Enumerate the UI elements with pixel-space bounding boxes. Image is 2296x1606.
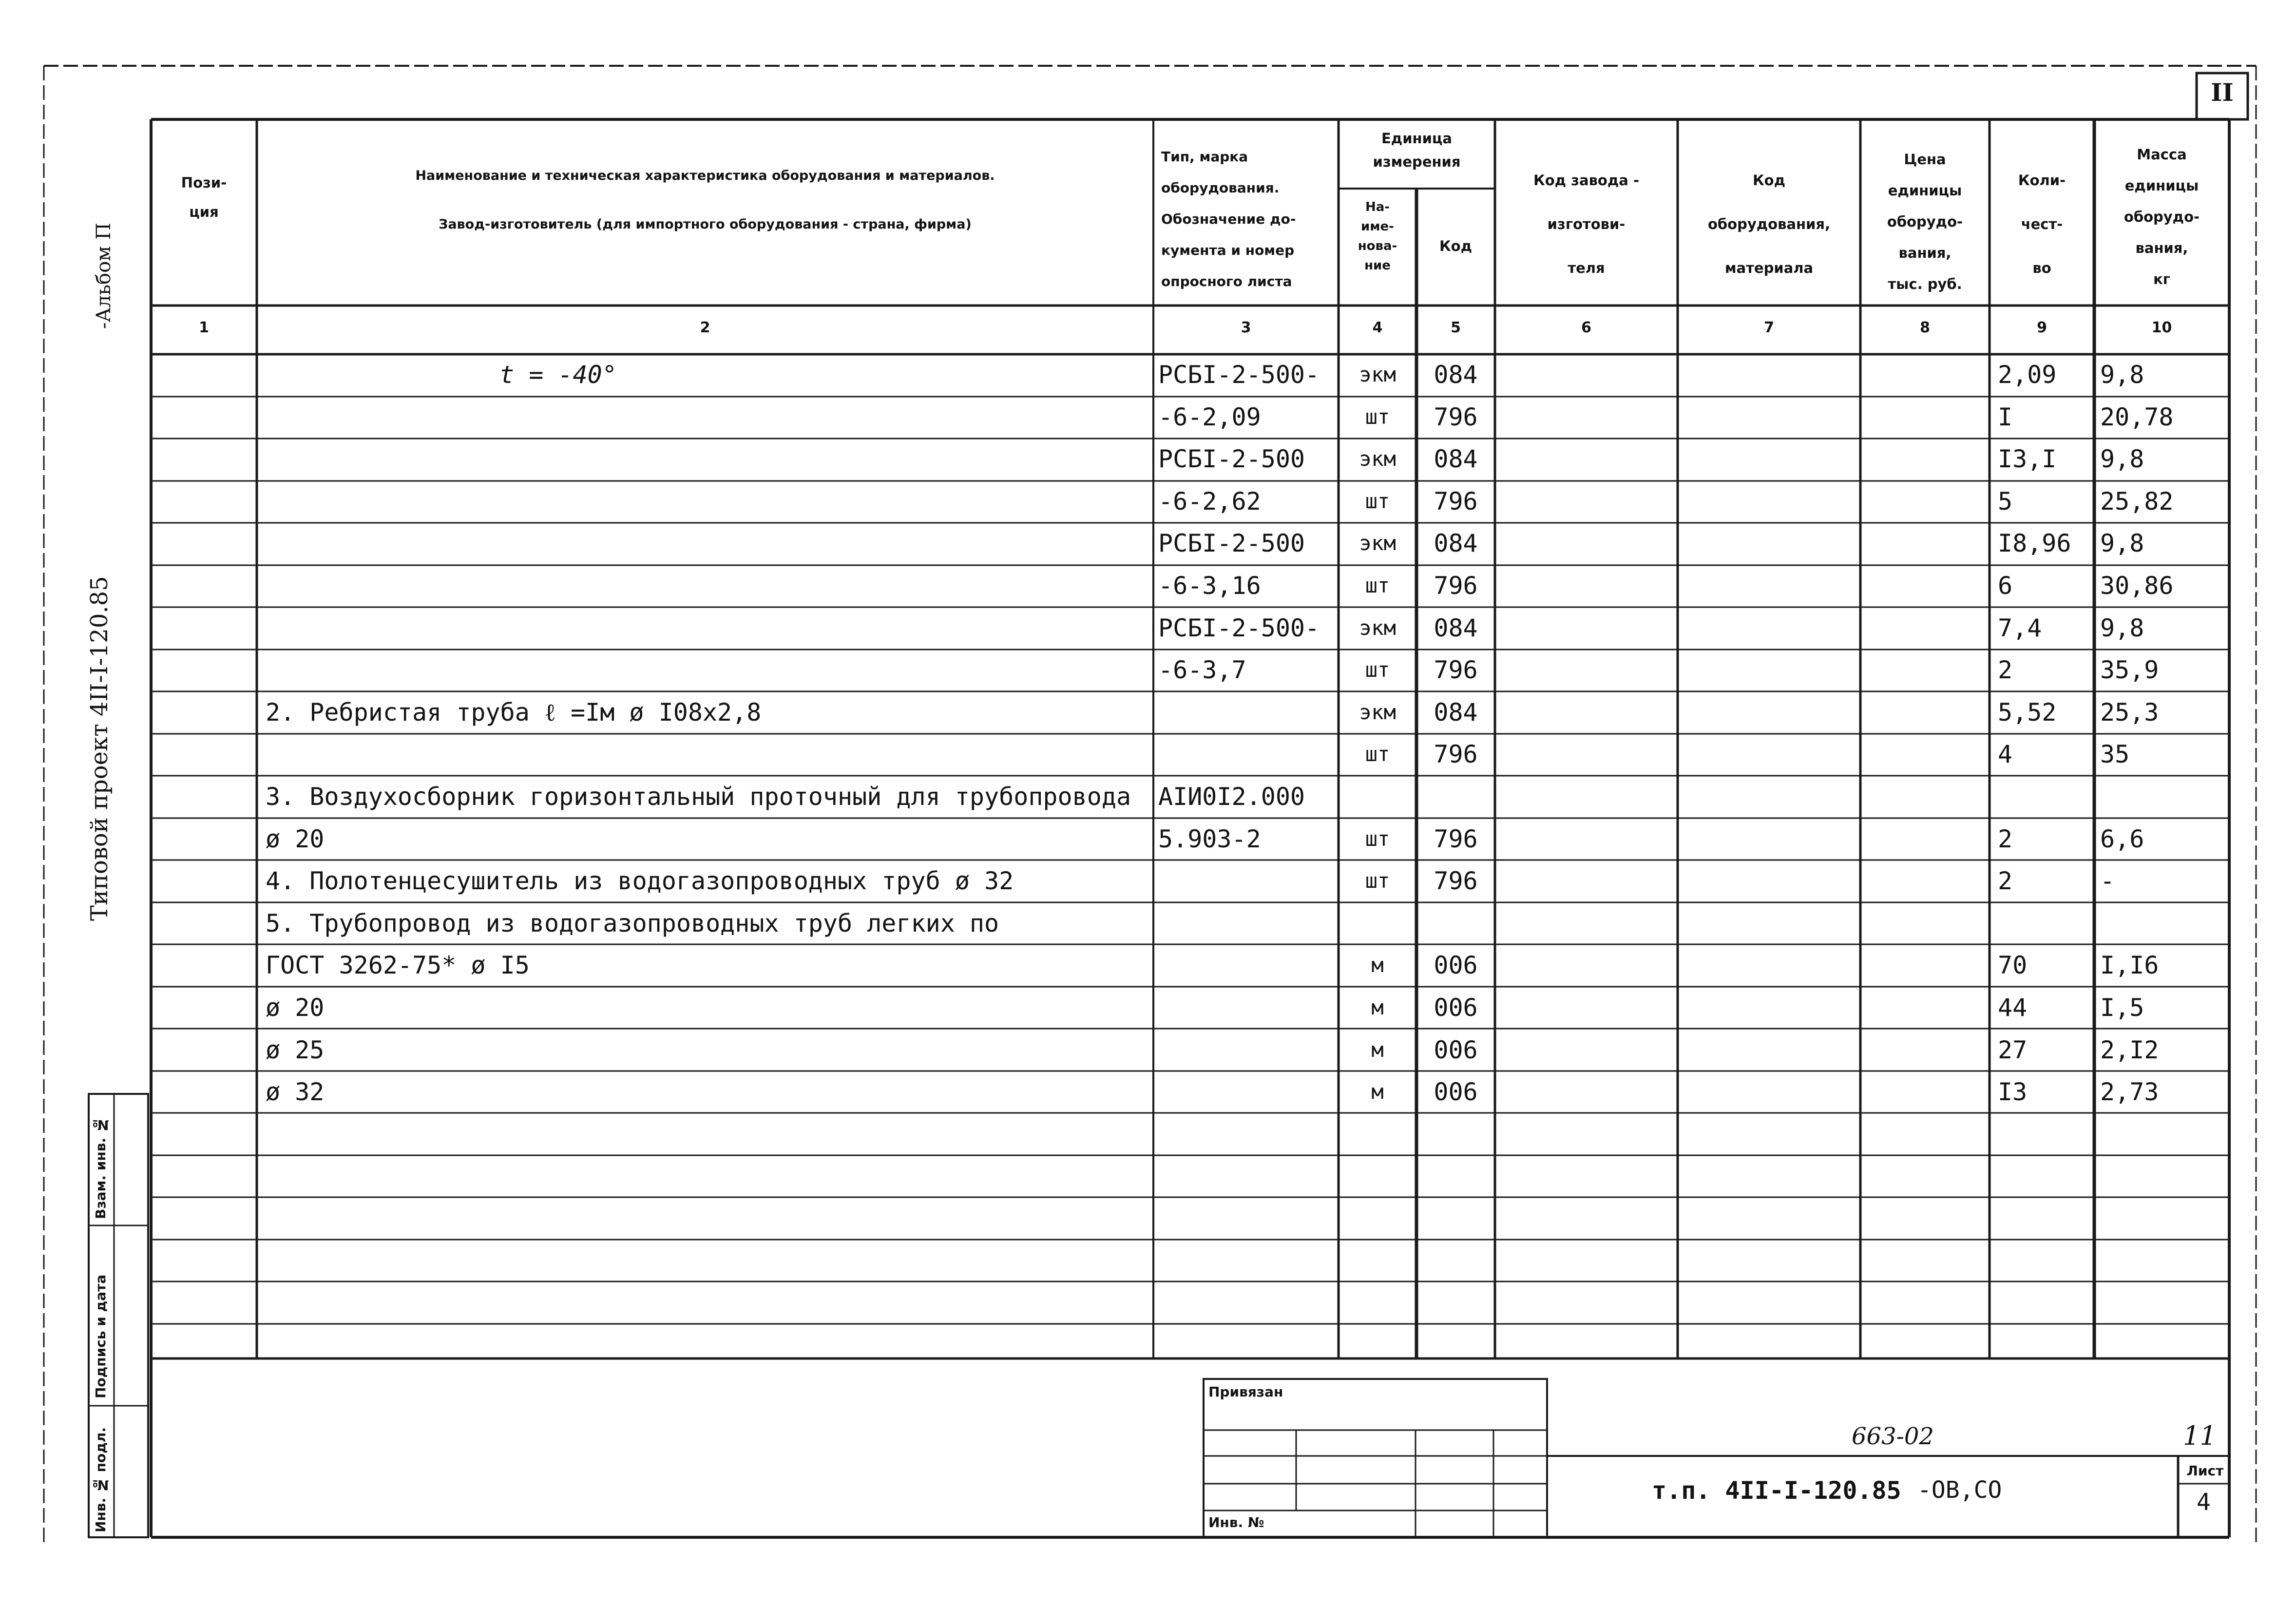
cell-mass: 20,78	[2100, 402, 2174, 431]
cell-unit-code: 796	[1434, 740, 1478, 769]
cell-mass: 9,8	[2100, 613, 2144, 642]
stamp-vzam-label: Взам. инв. №	[93, 1117, 109, 1219]
title-sheet-label: Лист	[2186, 1463, 2224, 1479]
cell-mass: I,I6	[2100, 951, 2159, 980]
header-position: Пози- ция	[181, 174, 227, 220]
cell-type: РСБI-2-500	[1158, 445, 1305, 474]
stamp-signature-date-label: Подпись и дата	[93, 1274, 109, 1398]
col-number-5: 5	[1451, 319, 1461, 336]
cell-unit-code: 084	[1434, 698, 1478, 727]
cell-unit-code: 006	[1434, 1078, 1478, 1107]
cell-quantity: 2,09	[1998, 361, 2057, 389]
cell-quantity: 27	[1998, 1035, 2028, 1064]
cell-unit-code: 006	[1434, 1035, 1478, 1064]
title-sheet-number: 4	[2197, 1489, 2211, 1516]
cell-unit-code: 084	[1434, 529, 1478, 558]
cell-type: -6-3,7	[1158, 656, 1246, 685]
stamp-inv-original-label: Инв. № подл.	[93, 1427, 109, 1532]
cell-unit-code: 796	[1434, 867, 1478, 896]
cell-type: РСБI-2-500-	[1158, 613, 1320, 642]
cell-mass: 25,3	[2100, 698, 2159, 727]
margin-album-label: -Альбом П	[93, 223, 115, 329]
cell-unit: шт	[1365, 574, 1390, 597]
cell-mass: 25,82	[2100, 487, 2174, 516]
cell-quantity: 7,4	[1998, 613, 2042, 642]
cell-type: РСБI-2-500-	[1158, 361, 1320, 389]
cell-unit-code: 006	[1434, 994, 1478, 1022]
title-inv-no-label: Инв. №	[1208, 1514, 1264, 1530]
cell-type: -6-2,09	[1158, 402, 1261, 431]
col-number-10: 10	[2151, 319, 2172, 336]
cell-type: РСБI-2-500	[1158, 529, 1305, 558]
col-number-4: 4	[1372, 319, 1383, 336]
title-privyazan-label: Привязан	[1208, 1384, 1283, 1400]
cell-unit: шт	[1365, 869, 1390, 893]
margin-project-label: Типовой проект 4II-I-120.85	[86, 576, 113, 921]
cell-name: ø 32	[266, 1078, 325, 1107]
col-number-8: 8	[1920, 319, 1930, 336]
cell-mass: I,5	[2100, 994, 2144, 1022]
cell-mass: 35,9	[2100, 656, 2159, 685]
title-handwritten-mark: 11	[2183, 1420, 2217, 1451]
cell-name: t = -40°	[499, 361, 617, 389]
header-equipment-code: Код оборудования, материала	[1707, 172, 1831, 276]
cell-mass: -	[2100, 867, 2115, 896]
cell-unit: шт	[1365, 742, 1390, 766]
cell-type: AIИ0I2.000	[1158, 783, 1305, 811]
cell-unit-code: 796	[1434, 656, 1478, 685]
cell-unit: м	[1371, 1080, 1384, 1104]
cell-name: ø 20	[266, 824, 325, 853]
cell-mass: 35	[2100, 740, 2130, 769]
header-name-line1: Наименование и техническая характеристика оборудования и материалов.	[415, 168, 995, 183]
title-order-number: 663-02	[1852, 1423, 1934, 1450]
cell-quantity: 44	[1998, 994, 2028, 1022]
cell-mass: 9,8	[2100, 445, 2144, 474]
header-unit-price: Цена единицы оборудо- вания, тыс. руб.	[1887, 151, 1963, 292]
cell-quantity: 2	[1998, 867, 2013, 896]
col-number-2: 2	[700, 319, 710, 336]
header-name-line2: Завод-изготовитель (для импортного оборудования - страна, фирма)	[439, 217, 972, 232]
cell-unit-code: 084	[1434, 361, 1478, 389]
cell-unit: экм	[1359, 447, 1396, 471]
cell-unit: м	[1371, 1037, 1384, 1062]
cell-quantity: I8,96	[1998, 529, 2071, 558]
cell-unit: шт	[1365, 658, 1390, 682]
cell-mass: 9,8	[2100, 529, 2144, 558]
header-unit-mass: Масса единицы оборудо- вания, кг	[2124, 146, 2200, 287]
cell-quantity: 6	[1998, 572, 2013, 600]
cell-quantity: 5	[1998, 487, 2013, 516]
header-unit-code: Код	[1439, 238, 1473, 254]
header-unit-name: На- име- нова- ние	[1358, 200, 1397, 273]
corner-page-number: II	[2211, 78, 2234, 107]
cell-name: ø 25	[266, 1035, 325, 1064]
header-manufacturer-code: Код завода - изготови- теля	[1533, 172, 1639, 276]
cell-quantity: 70	[1998, 951, 2028, 980]
cell-unit: шт	[1365, 404, 1390, 429]
cell-unit-code: 084	[1434, 613, 1478, 642]
cell-mass: 9,8	[2100, 361, 2144, 389]
cell-name: ø 20	[266, 994, 325, 1022]
col-number-9: 9	[2037, 319, 2047, 336]
cell-unit-code: 796	[1434, 824, 1478, 853]
cell-quantity: 4	[1998, 740, 2013, 769]
cell-name: 5. Трубопровод из водогазопроводных труб легких по	[266, 909, 999, 937]
cell-type: -6-2,62	[1158, 487, 1261, 516]
col-number-3: 3	[1241, 319, 1251, 336]
cell-quantity: 2	[1998, 824, 2013, 853]
cell-quantity: I	[1998, 402, 2013, 431]
header-quantity: Коли- чест- во	[2018, 172, 2066, 276]
col-number-1: 1	[199, 319, 209, 336]
cell-unit: шт	[1365, 826, 1390, 851]
header-type: Тип, марка оборудования. Обозначение до- кумента и номер опросного листа	[1161, 149, 1296, 289]
cell-unit: экм	[1359, 615, 1396, 640]
cell-unit: шт	[1365, 489, 1390, 513]
cell-quantity: I3,I	[1998, 445, 2057, 474]
cell-mass: 2,73	[2100, 1078, 2159, 1107]
cell-quantity: 5,52	[1998, 698, 2057, 727]
cell-name: ГОСТ 3262-75* ø I5	[266, 951, 530, 980]
cell-mass: 30,86	[2100, 572, 2174, 600]
title-document-suffix: -ОВ,СО	[1917, 1476, 2002, 1504]
cell-unit: экм	[1359, 700, 1396, 724]
cell-unit: экм	[1359, 531, 1396, 555]
cell-name: 4. Полотенцесушитель из водогазопроводных труб ø 32	[266, 867, 1014, 896]
cell-unit-code: 796	[1434, 402, 1478, 431]
cell-unit-code: 084	[1434, 445, 1478, 474]
cell-type: -6-3,16	[1158, 572, 1261, 600]
col-number-6: 6	[1581, 319, 1591, 336]
cell-unit-code: 796	[1434, 487, 1478, 516]
cell-quantity: 2	[1998, 656, 2013, 685]
cell-name: 3. Воздухосборник горизонтальный проточный для трубопровода	[266, 783, 1131, 811]
col-number-7: 7	[1764, 319, 1774, 336]
cell-unit-code: 796	[1434, 572, 1478, 600]
cell-quantity: I3	[1998, 1078, 2028, 1107]
cell-unit: м	[1371, 995, 1384, 1019]
cell-unit-code: 006	[1434, 951, 1478, 980]
cell-type: 5.903-2	[1158, 824, 1261, 853]
cell-name: 2. Ребристая труба ℓ =Iм ø I08x2,8	[266, 698, 762, 727]
cell-unit: м	[1371, 953, 1384, 977]
title-document-code: т.п. 4II-I-120.85	[1652, 1476, 1901, 1505]
header-unit-group: Единица измерения	[1373, 130, 1461, 170]
cell-mass: 6,6	[2100, 824, 2144, 853]
cell-unit: экм	[1359, 363, 1396, 386]
cell-mass: 2,I2	[2100, 1035, 2159, 1064]
